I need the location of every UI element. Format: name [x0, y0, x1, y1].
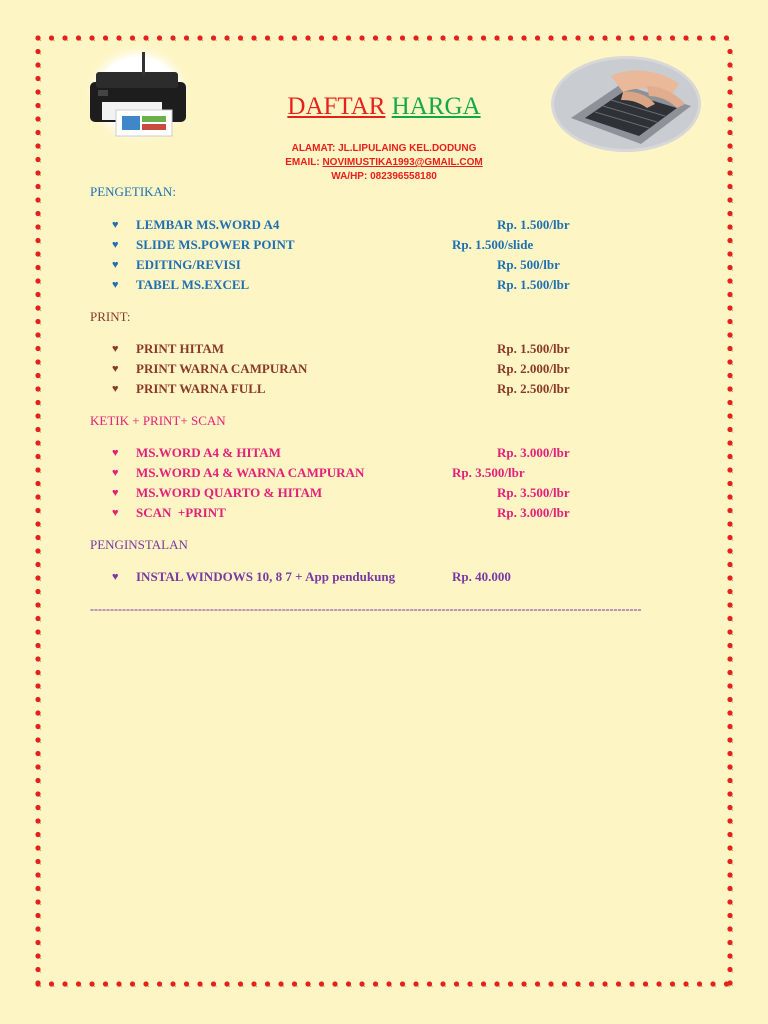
lollipop-dot-icon	[35, 791, 41, 797]
lollipop-dot-icon	[130, 981, 136, 987]
lollipop-dot-icon	[454, 35, 460, 41]
lollipop-dot-icon	[727, 697, 733, 703]
item-price: Rp. 2.000/lbr	[497, 361, 570, 376]
lollipop-dot-icon	[35, 575, 41, 581]
item-price: Rp. 3.000/lbr	[497, 445, 570, 460]
heart-bullet-icon: ♥	[112, 363, 119, 375]
lollipop-dot-icon	[727, 494, 733, 500]
lollipop-dot-icon	[278, 35, 284, 41]
lollipop-dot-icon	[727, 440, 733, 446]
lollipop-dot-icon	[727, 413, 733, 419]
lollipop-dot-icon	[35, 413, 41, 419]
lollipop-dot-icon	[103, 35, 109, 41]
lollipop-dot-icon	[35, 886, 41, 892]
lollipop-dot-icon	[589, 981, 595, 987]
lollipop-dot-icon	[521, 981, 527, 987]
lollipop-dot-icon	[305, 981, 311, 987]
lollipop-dot-icon	[454, 981, 460, 987]
item-price: Rp. 2.500/lbr	[497, 381, 570, 396]
lollipop-dot-icon	[35, 913, 41, 919]
lollipop-dot-icon	[589, 35, 595, 41]
lollipop-dot-icon	[727, 508, 733, 514]
section-title-pengetikan: PENGETIKAN:	[90, 184, 176, 199]
lollipop-dot-icon	[481, 981, 487, 987]
lollipop-dot-icon	[35, 602, 41, 608]
lollipop-dot-icon	[727, 562, 733, 568]
lollipop-dot-icon	[265, 35, 271, 41]
title-word-daftar: DAFTAR	[287, 93, 386, 120]
lollipop-dot-icon	[35, 292, 41, 298]
lollipop-dot-icon	[35, 346, 41, 352]
lollipop-dot-icon	[35, 76, 41, 82]
lollipop-dot-icon	[35, 899, 41, 905]
lollipop-dot-icon	[292, 35, 298, 41]
lollipop-dot-icon	[727, 616, 733, 622]
lollipop-dot-icon	[130, 35, 136, 41]
lollipop-dot-icon	[332, 35, 338, 41]
item-label: TABEL MS.EXCEL	[136, 277, 250, 292]
item-label: MS.WORD A4 & HITAM	[136, 445, 281, 460]
lollipop-dot-icon	[727, 548, 733, 554]
lollipop-dot-icon	[727, 710, 733, 716]
lollipop-dot-icon	[697, 35, 703, 41]
heart-bullet-icon: ♥	[112, 279, 119, 291]
lollipop-dot-icon	[251, 981, 257, 987]
lollipop-dot-icon	[35, 940, 41, 946]
lollipop-dot-icon	[727, 319, 733, 325]
lollipop-dot-icon	[727, 764, 733, 770]
item-label: SLIDE MS.POWER POINT	[136, 237, 295, 252]
lollipop-dot-icon	[727, 265, 733, 271]
lollipop-dot-icon	[346, 981, 352, 987]
lollipop-dot-icon	[727, 656, 733, 662]
heart-bullet-icon: ♥	[112, 343, 119, 355]
lollipop-dot-icon	[727, 130, 733, 136]
lollipop-dot-icon	[35, 562, 41, 568]
lollipop-dot-icon	[35, 818, 41, 824]
lollipop-dot-icon	[197, 981, 203, 987]
heart-bullet-icon: ♥	[112, 487, 119, 499]
lollipop-dot-icon	[35, 845, 41, 851]
lollipop-dot-icon	[727, 238, 733, 244]
lollipop-dot-icon	[727, 751, 733, 757]
lollipop-dot-icon	[332, 981, 338, 987]
lollipop-dot-icon	[616, 981, 622, 987]
heart-bullet-icon: ♥	[112, 383, 119, 395]
lollipop-dot-icon	[35, 454, 41, 460]
lollipop-dot-icon	[89, 981, 95, 987]
lollipop-dot-icon	[727, 575, 733, 581]
lollipop-dot-icon	[727, 481, 733, 487]
section-title-ketik-print-scan: KETIK + PRINT+ SCAN	[90, 413, 226, 428]
lollipop-dot-icon	[157, 35, 163, 41]
lollipop-dot-icon	[373, 981, 379, 987]
lollipop-dot-icon	[602, 981, 608, 987]
item-label: MS.WORD A4 & WARNA CAMPURAN	[136, 465, 365, 480]
lollipop-dot-icon	[35, 710, 41, 716]
dashed-separator: ------------------------------------------------------------------------------------------------------------------------------------------	[90, 602, 642, 616]
lollipop-dot-icon	[727, 670, 733, 676]
item-label: LEMBAR MS.WORD A4	[136, 217, 280, 232]
lollipop-dot-icon	[35, 211, 41, 217]
lollipop-dot-icon	[35, 494, 41, 500]
lollipop-dot-icon	[494, 35, 500, 41]
lollipop-dot-icon	[724, 35, 730, 41]
lollipop-dot-icon	[35, 251, 41, 257]
lollipop-dot-icon	[710, 981, 716, 987]
lollipop-dot-icon	[265, 981, 271, 987]
lollipop-dot-icon	[143, 35, 149, 41]
lollipop-dot-icon	[103, 981, 109, 987]
lollipop-dot-icon	[292, 981, 298, 987]
item-label: MS.WORD QUARTO & HITAM	[136, 485, 323, 500]
lollipop-dot-icon	[197, 35, 203, 41]
lollipop-dot-icon	[727, 278, 733, 284]
lollipop-dot-icon	[35, 589, 41, 595]
lollipop-dot-icon	[143, 981, 149, 987]
contact-info	[0, 142, 768, 184]
lollipop-dot-icon	[710, 35, 716, 41]
email-link[interactable]: NOVIMUSTIKA1993@GMAIL.COM	[322, 157, 483, 168]
lollipop-dot-icon	[35, 508, 41, 514]
lollipop-dot-icon	[727, 373, 733, 379]
lollipop-dot-icon	[727, 899, 733, 905]
lollipop-dot-icon	[440, 981, 446, 987]
lollipop-dot-icon	[727, 845, 733, 851]
lollipop-dot-icon	[35, 332, 41, 338]
lollipop-dot-icon	[35, 629, 41, 635]
lollipop-dot-icon	[643, 35, 649, 41]
lollipop-dot-icon	[224, 35, 230, 41]
lollipop-dot-icon	[727, 940, 733, 946]
lollipop-dot-icon	[35, 656, 41, 662]
lollipop-dot-icon	[643, 981, 649, 987]
lollipop-dot-icon	[562, 981, 568, 987]
lollipop-dot-icon	[62, 35, 68, 41]
lollipop-dot-icon	[697, 981, 703, 987]
lollipop-dot-icon	[727, 953, 733, 959]
lollipop-dot-icon	[727, 832, 733, 838]
title-word-harga: HARGA	[391, 93, 481, 120]
lollipop-dot-icon	[49, 35, 55, 41]
heart-bullet-icon: ♥	[112, 259, 119, 271]
item-price: Rp. 3.500/lbr	[497, 485, 570, 500]
lollipop-dot-icon	[400, 35, 406, 41]
item-price: Rp. 1.500/lbr	[497, 217, 570, 232]
lollipop-dot-icon	[35, 751, 41, 757]
lollipop-dot-icon	[35, 305, 41, 311]
lollipop-dot-icon	[35, 481, 41, 487]
lollipop-dot-icon	[35, 427, 41, 433]
lollipop-dot-icon	[35, 535, 41, 541]
item-price: Rp. 500/lbr	[497, 257, 560, 272]
lollipop-dot-icon	[35, 832, 41, 838]
lollipop-dot-icon	[727, 332, 733, 338]
lollipop-dot-icon	[427, 981, 433, 987]
address-line: ALAMAT: JL.LIPULAING KEL.DODUNG	[291, 143, 477, 154]
lollipop-dot-icon	[35, 373, 41, 379]
lollipop-dot-icon	[35, 670, 41, 676]
lollipop-dot-icon	[386, 35, 392, 41]
lollipop-dot-icon	[35, 400, 41, 406]
lollipop-dot-icon	[35, 967, 41, 973]
lollipop-dot-icon	[683, 35, 689, 41]
lollipop-dot-icon	[727, 521, 733, 527]
item-price: Rp. 40.000	[452, 569, 511, 584]
lollipop-dot-icon	[727, 535, 733, 541]
lollipop-dot-icon	[562, 35, 568, 41]
heart-bullet-icon: ♥	[112, 467, 119, 479]
lollipop-dot-icon	[35, 265, 41, 271]
lollipop-dot-icon	[35, 521, 41, 527]
lollipop-dot-icon	[535, 981, 541, 987]
lollipop-dot-icon	[727, 184, 733, 190]
lollipop-dot-icon	[224, 981, 230, 987]
lollipop-dot-icon	[727, 818, 733, 824]
phone-line: WA/HP: 082396558180	[331, 171, 437, 182]
item-label: PRINT WARNA CAMPURAN	[136, 361, 308, 376]
lollipop-dot-icon	[727, 629, 733, 635]
lollipop-dot-icon	[319, 981, 325, 987]
lollipop-dot-icon	[727, 724, 733, 730]
lollipop-dot-icon	[35, 697, 41, 703]
lollipop-dot-icon	[727, 967, 733, 973]
lollipop-dot-icon	[727, 926, 733, 932]
lollipop-dot-icon	[727, 467, 733, 473]
item-price: Rp. 3.500/lbr	[452, 465, 525, 480]
lollipop-dot-icon	[727, 913, 733, 919]
lollipop-dot-icon	[727, 49, 733, 55]
lollipop-dot-icon	[727, 886, 733, 892]
lollipop-dot-icon	[76, 981, 82, 987]
lollipop-dot-icon	[35, 683, 41, 689]
item-price: Rp. 1.500/lbr	[497, 341, 570, 356]
lollipop-dot-icon	[413, 35, 419, 41]
lollipop-dot-icon	[683, 981, 689, 987]
lollipop-dot-icon	[727, 359, 733, 365]
lollipop-dot-icon	[35, 737, 41, 743]
lollipop-dot-icon	[727, 346, 733, 352]
email-label: EMAIL:	[285, 157, 323, 168]
lollipop-dot-icon	[35, 278, 41, 284]
lollipop-dot-icon	[238, 35, 244, 41]
email-line	[0, 156, 768, 170]
lollipop-dot-icon	[76, 35, 82, 41]
lollipop-dot-icon	[35, 359, 41, 365]
lollipop-dot-icon	[35, 764, 41, 770]
lollipop-dot-icon	[629, 981, 635, 987]
lollipop-dot-icon	[656, 981, 662, 987]
lollipop-dot-icon	[727, 602, 733, 608]
lollipop-dot-icon	[670, 35, 676, 41]
lollipop-dot-icon	[727, 589, 733, 595]
lollipop-dot-icon	[548, 981, 554, 987]
item-label: SCAN +PRINT	[136, 505, 226, 520]
item-label: EDITING/REVISI	[136, 257, 241, 272]
lollipop-dot-icon	[35, 778, 41, 784]
lollipop-dot-icon	[238, 981, 244, 987]
lollipop-dot-icon	[359, 981, 365, 987]
lollipop-dot-icon	[35, 643, 41, 649]
lollipop-dot-icon	[727, 305, 733, 311]
lollipop-dot-icon	[49, 981, 55, 987]
lollipop-dot-icon	[575, 35, 581, 41]
item-price: Rp. 3.000/lbr	[497, 505, 570, 520]
lollipop-dot-icon	[35, 319, 41, 325]
lollipop-dot-icon	[359, 35, 365, 41]
lollipop-dot-icon	[727, 872, 733, 878]
lollipop-dot-icon	[35, 548, 41, 554]
lollipop-dot-icon	[670, 981, 676, 987]
lollipop-dot-icon	[727, 778, 733, 784]
section-title-print: PRINT:	[90, 309, 131, 324]
lollipop-dot-icon	[346, 35, 352, 41]
lollipop-dot-icon	[170, 35, 176, 41]
lollipop-dot-icon	[35, 224, 41, 230]
item-price: Rp. 1.500/slide	[452, 237, 534, 252]
lollipop-dot-icon	[35, 197, 41, 203]
lollipop-dot-icon	[727, 683, 733, 689]
lollipop-dot-icon	[727, 224, 733, 230]
section-title-penginstalan: PENGINSTALAN	[90, 537, 188, 552]
lollipop-dot-icon	[400, 981, 406, 987]
lollipop-dot-icon	[467, 35, 473, 41]
lollipop-dot-icon	[575, 981, 581, 987]
lollipop-dot-icon	[727, 62, 733, 68]
lollipop-dot-icon	[157, 981, 163, 987]
lollipop-dot-icon	[727, 427, 733, 433]
lollipop-dot-icon	[35, 724, 41, 730]
lollipop-dot-icon	[35, 926, 41, 932]
lollipop-dot-icon	[35, 616, 41, 622]
lollipop-dot-icon	[35, 805, 41, 811]
lollipop-dot-icon	[602, 35, 608, 41]
heart-bullet-icon: ♥	[112, 219, 119, 231]
lollipop-dot-icon	[727, 791, 733, 797]
lollipop-dot-icon	[440, 35, 446, 41]
lollipop-dot-icon	[727, 251, 733, 257]
lollipop-dot-icon	[35, 467, 41, 473]
lollipop-dot-icon	[211, 35, 217, 41]
lollipop-dot-icon	[62, 981, 68, 987]
item-label: INSTAL WINDOWS 10, 8 7 + App pendukung	[136, 569, 396, 584]
lollipop-dot-icon	[184, 981, 190, 987]
lollipop-dot-icon	[727, 737, 733, 743]
lollipop-dot-icon	[427, 35, 433, 41]
lollipop-dot-icon	[494, 981, 500, 987]
lollipop-dot-icon	[35, 872, 41, 878]
lollipop-dot-icon	[305, 35, 311, 41]
lollipop-dot-icon	[548, 35, 554, 41]
lollipop-dot-icon	[727, 859, 733, 865]
lollipop-dot-icon	[319, 35, 325, 41]
lollipop-dot-icon	[251, 35, 257, 41]
lollipop-dot-icon	[521, 35, 527, 41]
page-title	[0, 93, 768, 121]
lollipop-dot-icon	[184, 35, 190, 41]
lollipop-dot-icon	[35, 130, 41, 136]
heart-bullet-icon: ♥	[112, 571, 119, 583]
lollipop-dot-icon	[386, 981, 392, 987]
lollipop-dot-icon	[211, 981, 217, 987]
lollipop-dot-icon	[727, 76, 733, 82]
item-price: Rp. 1.500/lbr	[497, 277, 570, 292]
lollipop-dot-icon	[535, 35, 541, 41]
lollipop-dot-icon	[467, 981, 473, 987]
lollipop-dot-icon	[727, 643, 733, 649]
lollipop-dot-icon	[35, 859, 41, 865]
item-label: PRINT WARNA FULL	[136, 381, 266, 396]
lollipop-dot-icon	[508, 981, 514, 987]
lollipop-dot-icon	[727, 386, 733, 392]
lollipop-dot-icon	[35, 440, 41, 446]
heart-bullet-icon: ♥	[112, 239, 119, 251]
lollipop-dot-icon	[656, 35, 662, 41]
lollipop-dot-icon	[89, 35, 95, 41]
lollipop-dot-icon	[35, 62, 41, 68]
lollipop-dot-icon	[170, 981, 176, 987]
lollipop-dot-icon	[727, 197, 733, 203]
lollipop-dot-icon	[373, 35, 379, 41]
lollipop-dot-icon	[508, 35, 514, 41]
lollipop-dot-icon	[727, 805, 733, 811]
lollipop-dot-icon	[35, 35, 41, 41]
lollipop-dot-icon	[616, 35, 622, 41]
lollipop-dot-icon	[35, 953, 41, 959]
lollipop-dot-icon	[35, 49, 41, 55]
lollipop-dot-icon	[35, 184, 41, 190]
lollipop-dot-icon	[35, 386, 41, 392]
heart-bullet-icon: ♥	[112, 447, 119, 459]
lollipop-dot-icon	[727, 292, 733, 298]
lollipop-dot-icon	[413, 981, 419, 987]
lollipop-dot-icon	[727, 400, 733, 406]
item-label: PRINT HITAM	[136, 341, 224, 356]
lollipop-dot-icon	[278, 981, 284, 987]
lollipop-dot-icon	[481, 35, 487, 41]
lollipop-dot-icon	[727, 454, 733, 460]
lollipop-dot-icon	[727, 211, 733, 217]
heart-bullet-icon: ♥	[112, 507, 119, 519]
lollipop-dot-icon	[116, 35, 122, 41]
lollipop-dot-icon	[629, 35, 635, 41]
lollipop-dot-icon	[116, 981, 122, 987]
lollipop-dot-icon	[35, 238, 41, 244]
